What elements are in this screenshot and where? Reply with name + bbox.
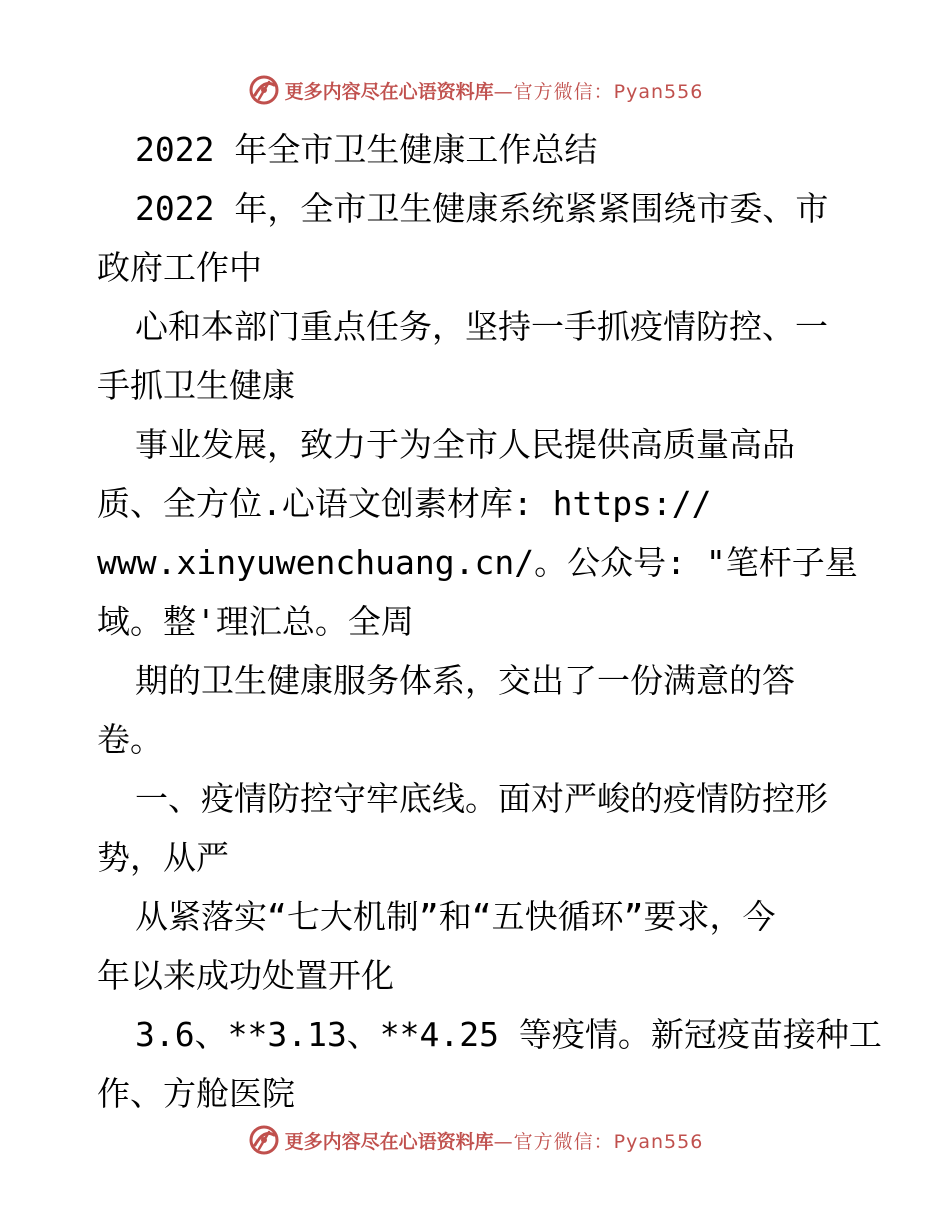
text-line: 2022 年，全市卫生健康系统紧紧围绕市委、市 [135, 189, 829, 228]
red-swirl-logo-icon [247, 1123, 281, 1157]
text-line: 心和本部门重点任务，坚持一手抓疫情防控、一 [135, 307, 828, 346]
footer-banner[interactable] [0, 1120, 950, 1160]
banner-wechat-text: —官方微信：Pyan556 [493, 80, 704, 103]
document-title: 2022 年全市卫生健康工作总结 [135, 130, 598, 169]
banner-main-text: 更多内容尽在心语资料库 [284, 1130, 494, 1153]
text-line: 质、全方位.心语文创素材库: https:// [97, 484, 712, 523]
text-line: www.xinyuwenchuang.cn/。公众号: "笔杆子星 [97, 543, 858, 582]
header-banner[interactable] [0, 70, 950, 110]
text-line: 年以来成功处置开化 [97, 956, 394, 995]
text-line: 势，从严 [97, 838, 229, 877]
text-line: 期的卫生健康服务体系，交出了一份满意的答 [135, 661, 795, 700]
text-line: 作、方舱医院 [97, 1074, 295, 1113]
text-line: 事业发展，致力于为全市人民提供高质量高品 [135, 425, 795, 464]
text-line: 卷。 [97, 720, 163, 759]
text-line: 政府工作中 [97, 248, 262, 287]
text-line: 域。整'理汇总。全周 [97, 602, 414, 641]
red-swirl-logo-icon [247, 73, 281, 107]
text-line: 一、疫情防控守牢底线。面对严峻的疫情防控形 [135, 779, 828, 818]
banner-main-text: 更多内容尽在心语资料库 [284, 80, 494, 103]
text-line: 3.6、**3.13、**4.25 等疫情。新冠疫苗接种工 [135, 1015, 882, 1054]
text-line: 手抓卫生健康 [97, 366, 295, 405]
document-body [97, 120, 882, 1123]
banner-wechat-text: —官方微信：Pyan556 [493, 1130, 704, 1153]
text-line: 从紧落实“七大机制”和“五快循环”要求，今 [135, 897, 776, 936]
